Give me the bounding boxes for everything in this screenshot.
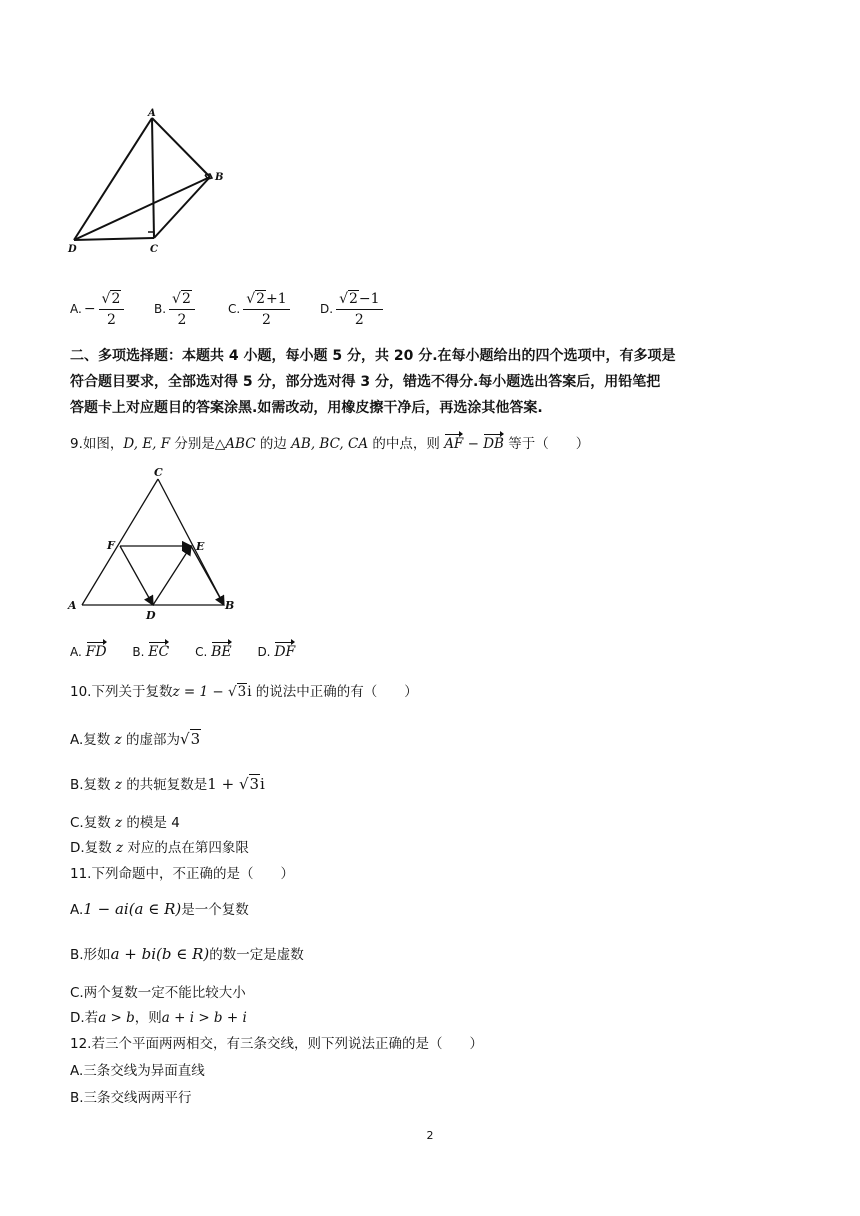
- q9-mid1: 分别是: [170, 436, 215, 452]
- vector-DB: DB: [483, 432, 504, 454]
- label-C: C: [154, 466, 163, 479]
- option-letter: B.: [154, 302, 167, 316]
- option-text: ，则: [134, 1010, 162, 1026]
- q10-option-c[interactable]: [70, 815, 180, 833]
- page-number: 2: [426, 1129, 434, 1142]
- var-z: z: [115, 840, 124, 856]
- q9-triangle: △ABC: [214, 436, 256, 452]
- section2-line3: 答题卡上对应题目的答案涂黑.如需改动，用橡皮擦干净后，再选涂其他答案.: [70, 400, 543, 416]
- option-letter: A.: [70, 645, 82, 659]
- q9-stem: [70, 432, 589, 454]
- option-text: 对应的点在第四象限: [123, 840, 249, 856]
- option-letter: D.: [257, 645, 271, 659]
- option-letter: C.: [195, 645, 208, 659]
- numerator-extra: +1: [266, 290, 287, 307]
- label-D: D: [146, 609, 156, 622]
- option-text: 的数一定是虚数: [209, 947, 304, 963]
- option-condition: (b ∈ R): [156, 945, 210, 963]
- q12-option-b[interactable]: B.三条交线两两平行: [70, 1090, 192, 1106]
- q8-option-b[interactable]: [154, 285, 195, 333]
- option-text: 的虚部为: [121, 732, 181, 748]
- section2-line2: 符合题目要求，全部选对得 5 分，部分选对得 3 分，错选不得分.每小题选出答案后，用铅笔把: [70, 374, 661, 390]
- fraction: $\frac{√2-1}{2}$: [336, 291, 382, 328]
- vector-F-to-D: [120, 546, 153, 605]
- option-letter: A.: [70, 302, 82, 316]
- option-text: A.: [70, 902, 84, 918]
- option-text: B.复数: [70, 777, 115, 793]
- q11-option-c[interactable]: C.两个复数一定不能比较大小: [70, 985, 246, 1001]
- fraction: $\frac{√2}{2}$: [169, 291, 195, 328]
- radicand: 3: [237, 684, 247, 700]
- q10-option-d[interactable]: [70, 840, 249, 858]
- option-letter: C.: [228, 302, 241, 316]
- section2-line1: 二、多项选择题：本题共 4 小题，每小题 5 分，共 20 分.在每小题给出的四个选项中，有多项是: [70, 348, 676, 364]
- option-math: a + i > b + i: [161, 1010, 247, 1026]
- label-A: A: [68, 599, 77, 612]
- option-math: 1 − ai: [83, 900, 129, 918]
- q9-mid3: 的中点，则: [368, 436, 445, 452]
- edge-AC: [82, 479, 158, 605]
- q8-option-a[interactable]: [70, 285, 124, 333]
- q9-sides: AB, BC, CA: [291, 436, 369, 452]
- option-text: D.复数: [70, 840, 116, 856]
- q9-option-a[interactable]: [70, 645, 107, 659]
- option-vector: BE: [211, 640, 232, 660]
- q8-option-c[interactable]: [228, 285, 290, 333]
- q11-option-a[interactable]: [70, 900, 249, 920]
- q10-stem-math: z = 1 −: [172, 684, 228, 700]
- q10-option-b[interactable]: B.复数 z 的共轭复数是1 + √3i: [70, 775, 265, 793]
- denominator: 2: [261, 311, 271, 328]
- q9-option-b[interactable]: [132, 645, 169, 659]
- option-text: B.形如: [70, 947, 111, 963]
- denominator: 2: [107, 311, 116, 328]
- label-B: B: [225, 599, 235, 612]
- option-math: a + bi: [110, 945, 157, 963]
- option-text: 的共轭复数是: [121, 777, 208, 793]
- q8-options: [70, 285, 490, 333]
- var-z: z: [114, 777, 122, 793]
- vector-AF: AF: [444, 432, 463, 454]
- denominator: 2: [354, 311, 364, 328]
- option-text: C.复数: [70, 815, 116, 831]
- imag-unit: i: [247, 684, 252, 700]
- fraction: $\frac{√2}{2}$: [99, 291, 125, 328]
- label-E: E: [196, 540, 205, 553]
- fraction: $\frac{√2+1}{2}$: [243, 291, 289, 328]
- q9-post: 等于（ ）: [503, 436, 590, 452]
- numerator-extra: −1: [358, 290, 380, 307]
- edge-AC: [152, 118, 154, 238]
- edge-AB: [152, 118, 210, 177]
- option-sign: −: [83, 301, 96, 317]
- q11-option-b[interactable]: [70, 945, 304, 965]
- q9-pre: 9.如图，: [70, 436, 124, 452]
- q9-points: D, E, F: [123, 436, 171, 452]
- label-A: A: [148, 108, 156, 119]
- q11-stem: 11.下列命题中，不正确的是（ ）: [70, 866, 294, 882]
- label-D: D: [68, 244, 77, 255]
- q12-stem: 12.若三个平面两两相交，有三条交线，则下列说法正确的是（ ）: [70, 1036, 483, 1052]
- option-text: 的模是 4: [122, 815, 180, 831]
- radicand: 2: [181, 290, 191, 307]
- q9-mid2: 的边: [255, 436, 292, 452]
- radicand: 3: [190, 730, 201, 748]
- q10-option-a[interactable]: A.复数 z 的虚部为√3: [70, 730, 201, 748]
- q11-option-d[interactable]: [70, 1010, 247, 1028]
- q9-figure: [62, 463, 242, 623]
- option-vector: EC: [148, 640, 169, 660]
- q12-option-a[interactable]: A.三条交线为异面直线: [70, 1063, 205, 1079]
- denominator: 2: [177, 311, 187, 328]
- option-text: A.复数: [70, 732, 115, 748]
- option-vector: DF: [274, 640, 295, 660]
- vector-E-to-B: [191, 546, 224, 605]
- edge-DC: [74, 238, 154, 240]
- vector-D-to-E: [153, 546, 191, 605]
- label-B: B: [215, 172, 224, 183]
- q8-figure: [60, 100, 240, 260]
- q10-stem-pre: 10.下列关于复数: [70, 684, 173, 700]
- option-math: 1 +: [207, 775, 239, 793]
- label-C: C: [150, 244, 158, 255]
- label-F: F: [107, 539, 115, 552]
- radicand: 2: [256, 290, 266, 307]
- radicand: 3: [249, 775, 260, 793]
- q10-stem: 10.下列关于复数z = 1 − √3i 的说法中正确的有（ ）: [70, 684, 418, 700]
- imag-unit: i: [260, 775, 265, 793]
- q9-options: [70, 640, 317, 660]
- option-text: D.若: [70, 1010, 99, 1026]
- option-condition: (a ∈ R): [128, 900, 182, 918]
- option-text: 是一个复数: [181, 902, 249, 918]
- var-z: z: [115, 815, 123, 831]
- var-z: z: [114, 732, 122, 748]
- radicand: 2: [111, 290, 121, 307]
- q9-option-c[interactable]: [195, 645, 232, 659]
- q9-option-d[interactable]: [257, 645, 295, 659]
- option-math: a > b: [98, 1010, 135, 1026]
- option-vector: FD: [86, 640, 107, 660]
- option-letter: B.: [132, 645, 145, 659]
- option-letter: D.: [320, 302, 334, 316]
- q8-option-d[interactable]: [320, 285, 383, 333]
- edge-BC: [154, 177, 210, 238]
- minus-sign: −: [463, 436, 484, 452]
- q10-stem-post: 的说法中正确的有（ ）: [251, 684, 418, 700]
- radicand: 2: [348, 290, 358, 307]
